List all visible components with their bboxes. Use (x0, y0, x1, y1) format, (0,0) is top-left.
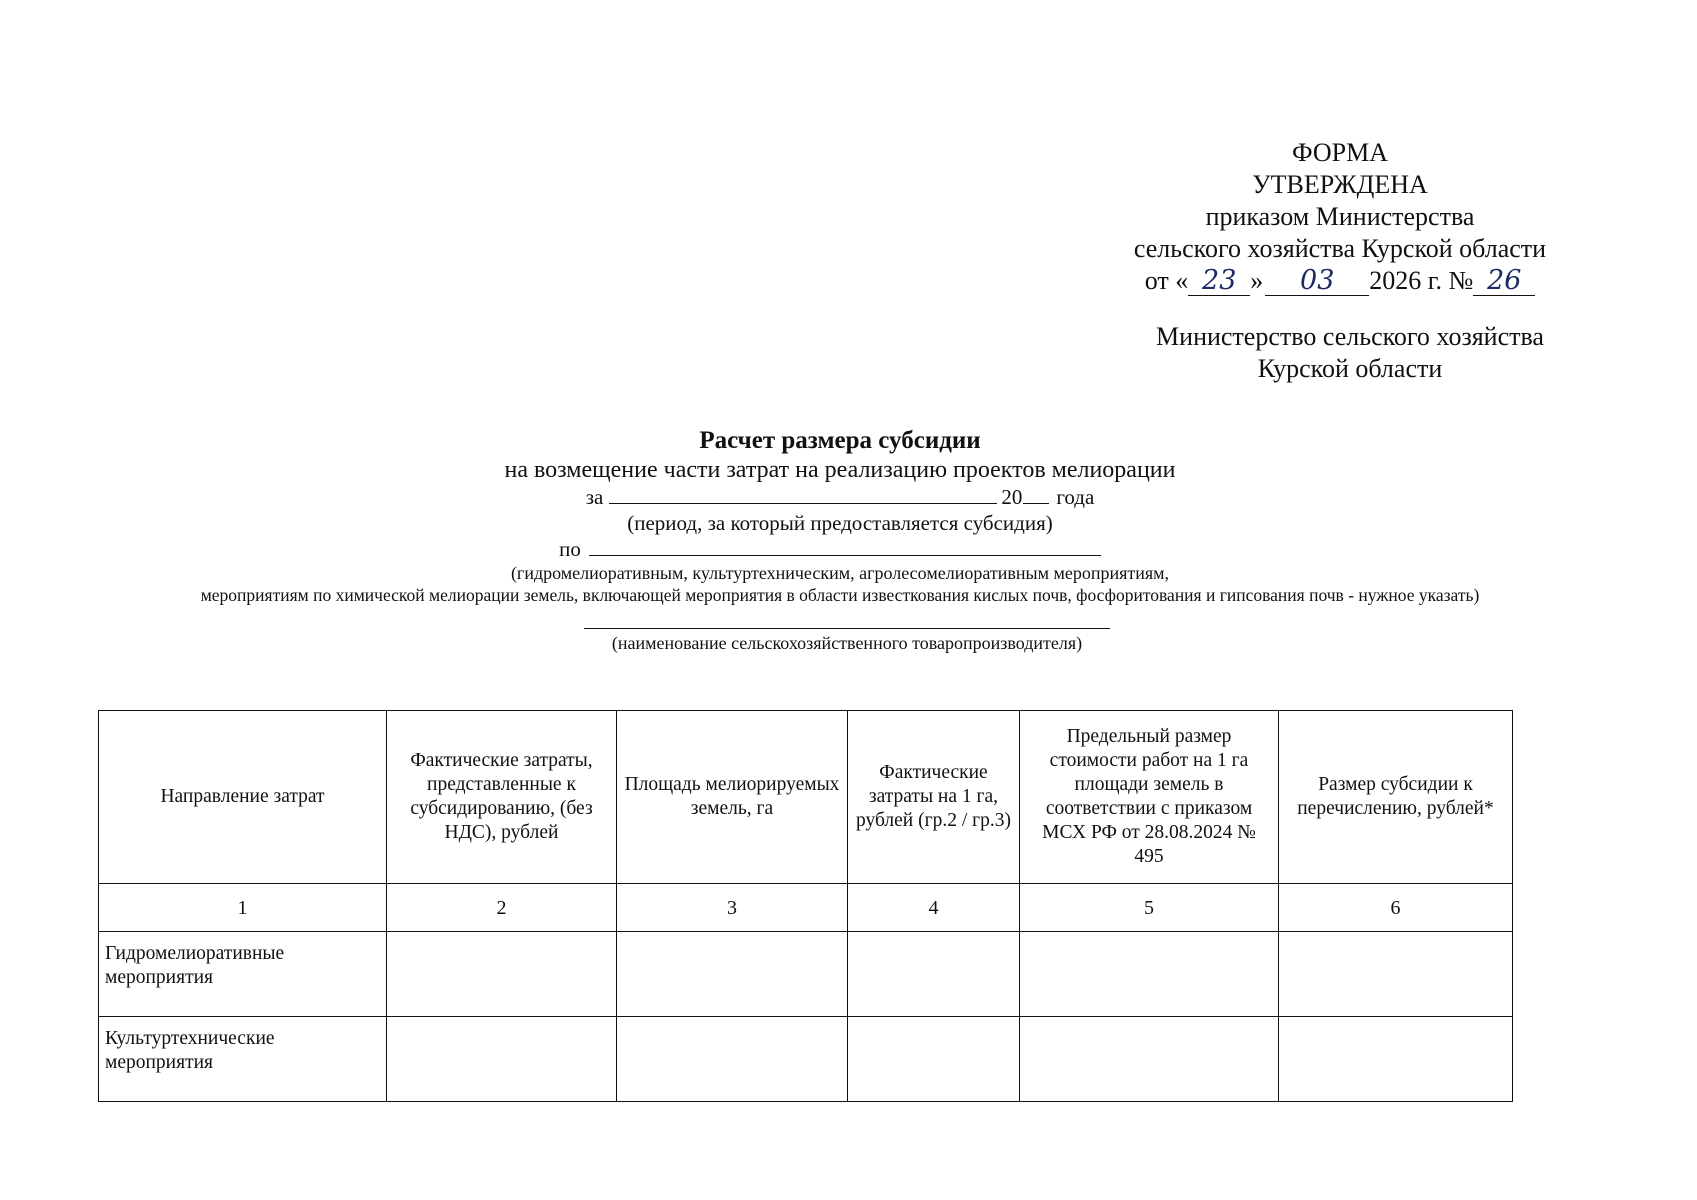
period-line (100, 484, 1580, 510)
column-number: 5 (1020, 884, 1279, 932)
column-number: 3 (617, 884, 848, 932)
subsidy-calculation-table (98, 710, 1513, 1102)
form-label: ФОРМА (1292, 138, 1388, 167)
table-cell[interactable] (387, 932, 617, 1017)
measures-blank-field[interactable] (589, 537, 1101, 556)
date-day-suffix: » (1250, 266, 1264, 295)
table-cell[interactable] (617, 932, 848, 1017)
approved-label: УТВЕРЖДЕНА (1252, 170, 1428, 199)
table-row (99, 1017, 1513, 1102)
column-number-row (99, 884, 1513, 932)
date-year-number-label: 2026 г. № (1369, 266, 1474, 295)
addressee-line-2: Курской области (1257, 354, 1443, 383)
header-subsidy-amount: Размер субсидии к перечислению, рублей* (1279, 711, 1513, 884)
producer-hint: (наименование сельскохозяйственного товаропроизводителя) (611, 633, 1083, 653)
ministry-label: сельского хозяйства Курской области (1133, 234, 1547, 263)
period-year-prefix: 20 (1001, 485, 1023, 509)
title-block (100, 426, 1580, 654)
table-cell[interactable] (1279, 1017, 1513, 1102)
header-cost-per-ha: Фактические затраты на 1 га, рублей (гр.2 / гр.3) (848, 711, 1020, 884)
header-land-area: Площадь мелиорируемых земель, га (617, 711, 848, 884)
period-hint: (период, за который предоставляется субсидия) (627, 511, 1053, 535)
year-blank-field[interactable] (1023, 485, 1049, 504)
measures-hint-1: (гидромелиоративным, культуртехническим, агролесомелиоративным мероприятиям, (510, 563, 1170, 583)
table-cell[interactable] (617, 1017, 848, 1102)
approval-date-line (1080, 265, 1600, 297)
column-number: 6 (1279, 884, 1513, 932)
column-number: 2 (387, 884, 617, 932)
handwritten-month: 03 (1265, 267, 1369, 296)
period-prefix: за (585, 485, 604, 509)
order-label: приказом Министерства (1205, 202, 1475, 231)
approval-block (1080, 137, 1600, 297)
column-number: 1 (99, 884, 387, 932)
measures-hint-2: мероприятиям по химической мелиорации земель, включающей мероприятия в области известкования кислых почв, фосфоритования и гипсования почв - нужное указать) (200, 585, 1480, 605)
addressee-block (1120, 321, 1580, 385)
row-label-hydro: Гидромелиоративные мероприятия (99, 932, 387, 1017)
table-row (99, 932, 1513, 1017)
table-cell[interactable] (848, 1017, 1020, 1102)
addressee-line-1: Министерство сельского хозяйства (1156, 322, 1544, 351)
period-suffix: года (1056, 485, 1095, 509)
producer-blank-field[interactable] (584, 628, 1110, 629)
table-cell[interactable] (1020, 932, 1279, 1017)
handwritten-day: 23 (1188, 267, 1250, 296)
column-number: 4 (848, 884, 1020, 932)
measures-prefix: по (559, 537, 581, 561)
header-cost-direction: Направление затрат (99, 711, 387, 884)
table-header-row (99, 711, 1513, 884)
header-actual-costs: Фактические затраты, представленные к субсидированию, (без НДС), рублей (387, 711, 617, 884)
handwritten-order-number: 26 (1473, 267, 1535, 296)
document-subtitle: на возмещение части затрат на реализацию проектов мелиорации (504, 457, 1176, 483)
table-cell[interactable] (1020, 1017, 1279, 1102)
table-cell[interactable] (1279, 932, 1513, 1017)
period-blank-field[interactable] (609, 485, 997, 504)
header-cost-limit: Предельный размер стоимости работ на 1 га площади земель в соответствии с приказом МСХ РФ от 28.08.2024 № 495 (1020, 711, 1279, 884)
measures-line (90, 536, 1570, 562)
table-cell[interactable] (387, 1017, 617, 1102)
document-title: Расчет размера субсидии (699, 427, 981, 454)
row-label-cultural: Культуртехнические мероприятия (99, 1017, 387, 1102)
table-cell[interactable] (848, 932, 1020, 1017)
date-prefix: от « (1144, 266, 1189, 295)
